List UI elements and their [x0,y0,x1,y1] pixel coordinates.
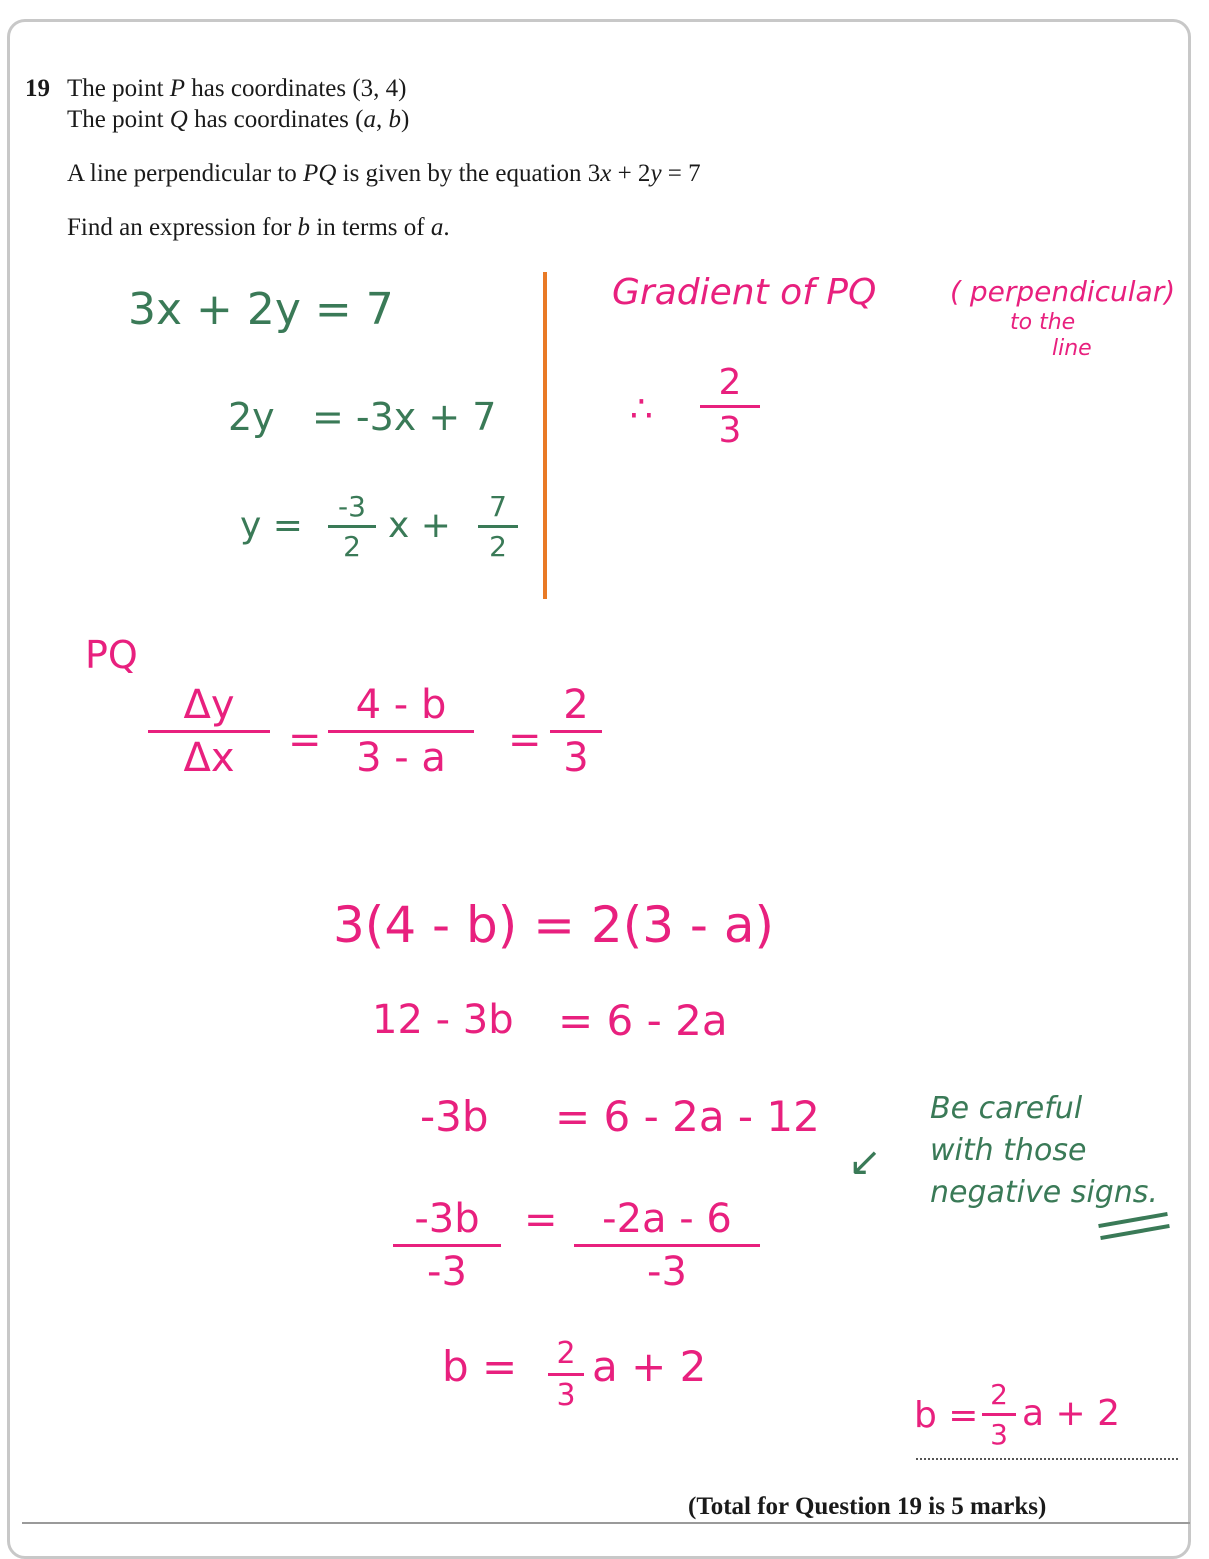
pink-line-4-frac-1: -3b -3 [393,1196,501,1295]
question-line-3: A line perpendicular to PQ is given by the equation 3x + 2y = 7 [67,160,701,187]
pink-line-1: 3(4 - b) = 2(3 - a) [333,896,774,954]
note-line-2: with those [930,1133,1087,1168]
green-eq-1: 3x + 2y = 7 [128,284,394,335]
pink-line-2-lhs: 12 - 3b [372,997,514,1043]
green-eq-3-lhs: y = [240,505,303,546]
pink-line-5-lhs: b = [442,1342,518,1391]
note-line-1: Be careful [930,1091,1083,1126]
gradient-title: Gradient of PQ [612,272,877,313]
pq-label: PQ [85,633,138,677]
two-thirds-fraction: 2 3 [550,682,602,781]
pink-line-4-frac-2: -2a - 6 -3 [574,1196,760,1295]
equals-a: = [288,717,322,763]
pink-line-5-frac: 2 3 [548,1336,584,1413]
green-eq-3-mid: x + [388,505,451,546]
bottom-rule [22,1522,1190,1524]
question-line-4: Find an expression for b in terms of a. [67,214,450,241]
gradient-sub-1: to the [1010,310,1076,335]
green-eq-2-lhs: 2y [228,395,275,439]
green-eq-3-frac-1: -3 2 [328,490,376,563]
gradient-fraction: 2 3 [700,362,760,451]
note-line-3: negative signs. [930,1175,1158,1210]
pink-line-4-eq: = [524,1197,558,1243]
answer-line [916,1458,1178,1460]
pq-fraction: 4 - b 3 - a [328,682,474,781]
therefore-symbol: ∴ [630,389,653,430]
gradient-sub-2: line [1052,336,1092,361]
answer-rhs: a + 2 [1022,1393,1121,1434]
green-eq-3-frac-2: 7 2 [478,490,518,563]
page-frame [7,19,1191,1559]
arrow-icon: ↙ [848,1139,882,1185]
pink-line-5-rhs: a + 2 [592,1342,707,1391]
gradient-paren: ( perpendicular) [950,275,1176,308]
answer-lhs: b = [914,1395,979,1436]
pink-line-2-rhs: = 6 - 2a [558,996,728,1045]
question-line-1: The point P has coordinates (3, 4) [67,75,407,102]
question-line-2: The point Q has coordinates (a, b) [67,106,410,133]
pink-line-3-lhs: -3b [420,1092,489,1141]
delta-fraction: Δy Δx [148,682,270,781]
question-number: 19 [25,75,50,102]
answer-frac: 2 3 [982,1378,1016,1451]
total-marks: (Total for Question 19 is 5 marks) [688,1493,1047,1520]
pink-line-3-rhs: = 6 - 2a - 12 [555,1092,820,1141]
divider-line [543,272,547,599]
equals-b: = [508,717,542,763]
green-eq-2-rhs: = -3x + 7 [312,395,497,439]
